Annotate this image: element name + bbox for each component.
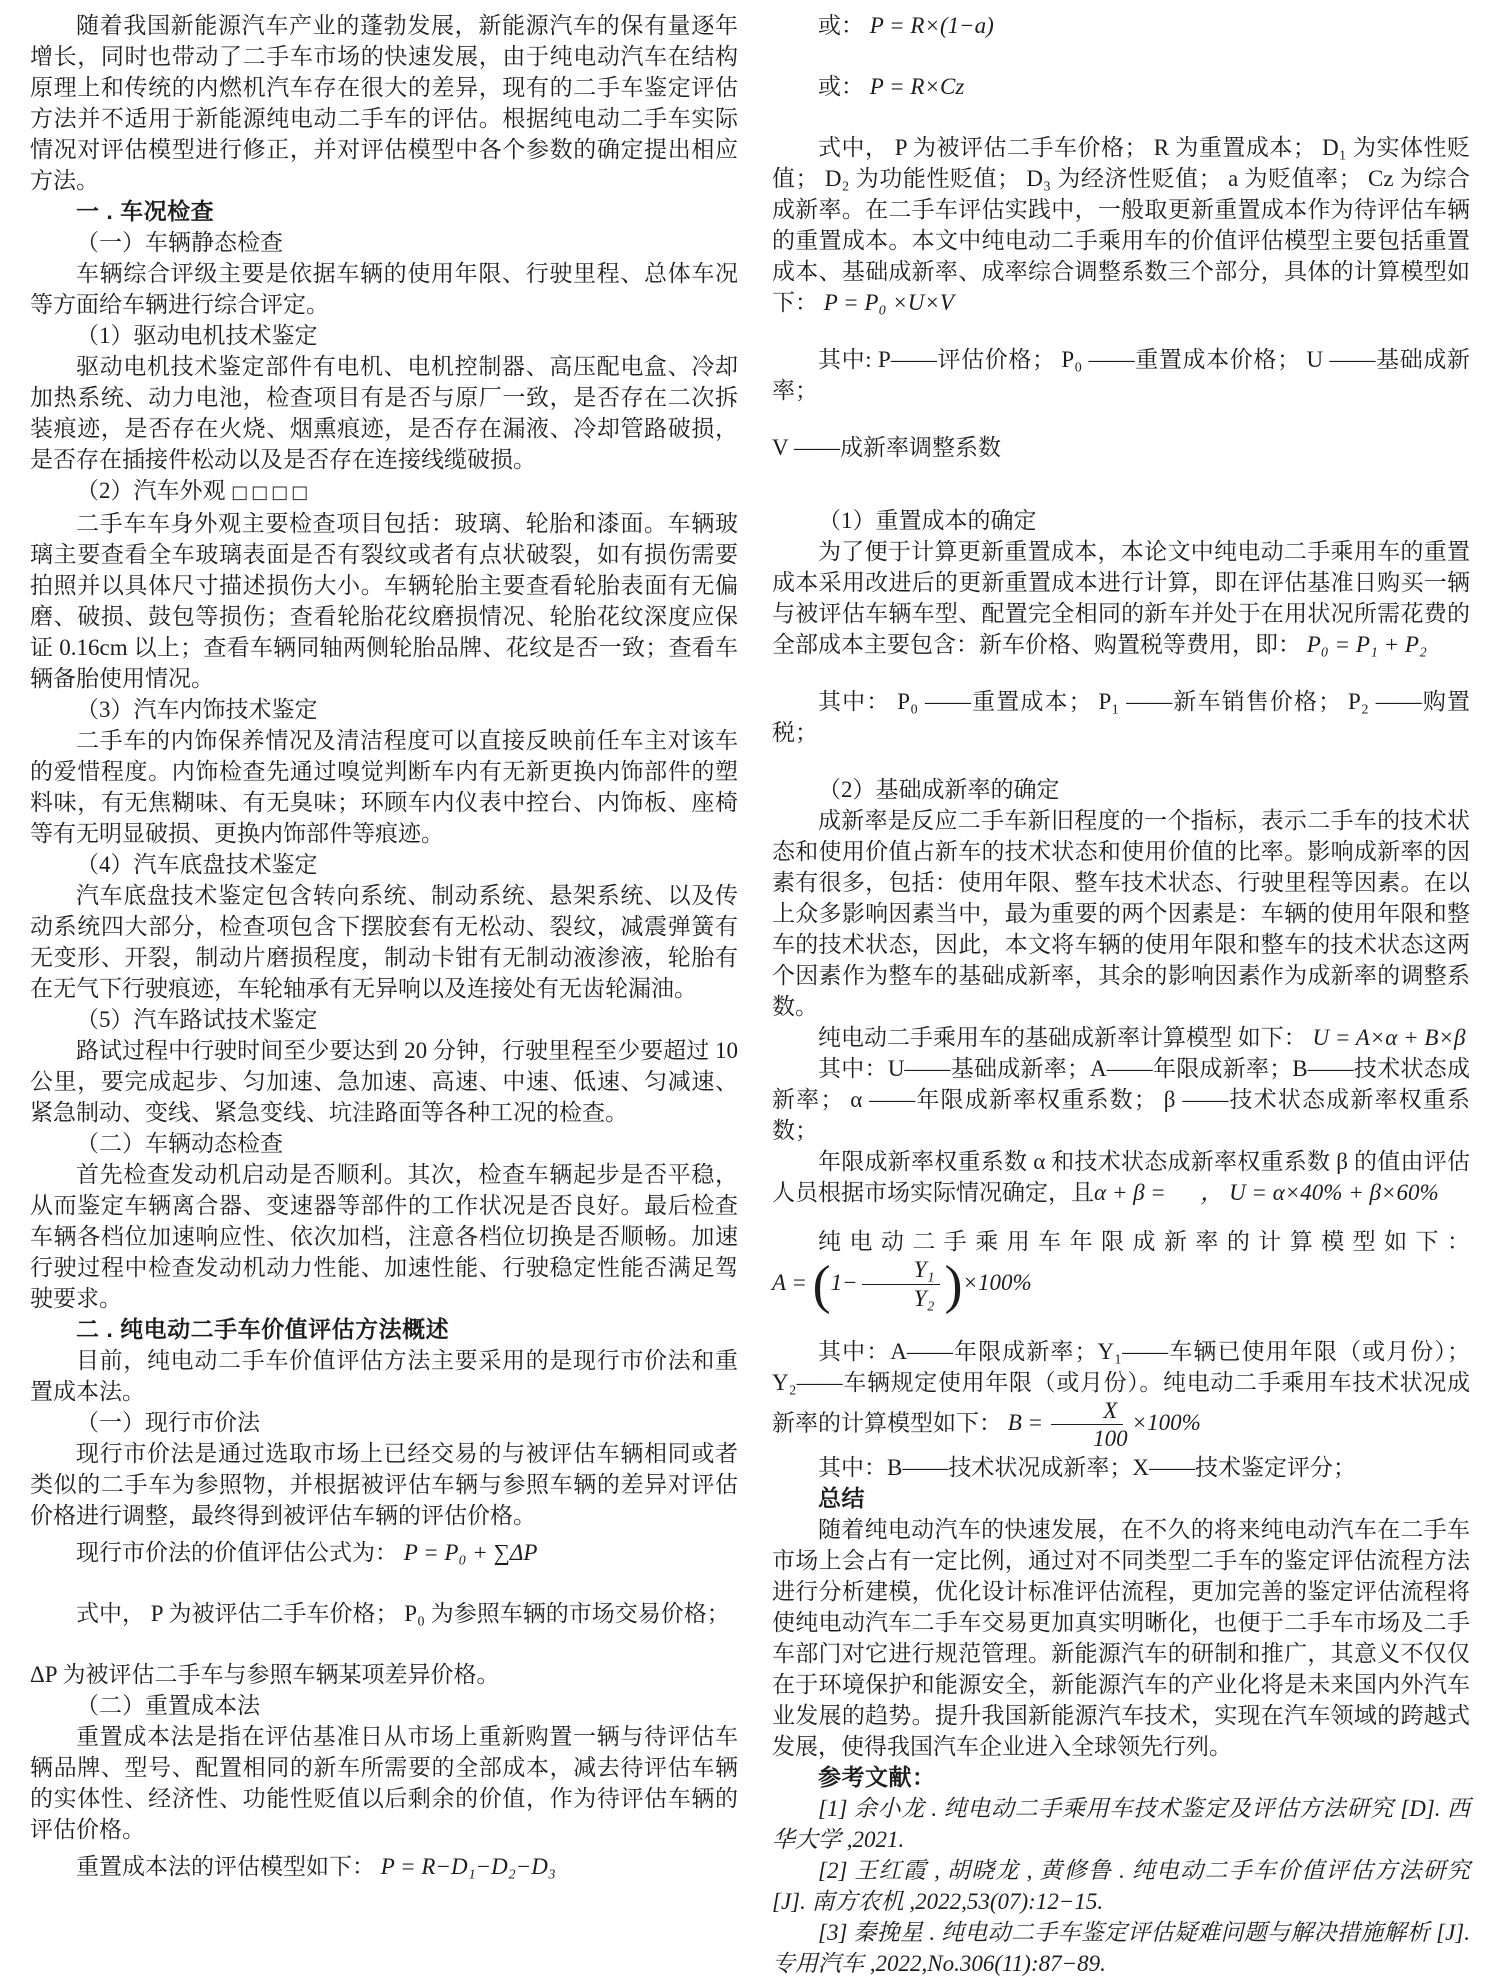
paragraph-interior-inspection: 二手车的内饰保养情况及清洁程度可以直接反映前任车主对该车的爱惜程度。内饰检查先通过嗅觉判断车内有无新更换内饰部件的塑料味，有无焦糊味、有无臭味；环顾车内仪表中控台、内饰板、座椅等有无明显破损、更换内饰部件等痕迹。 (30, 728, 738, 846)
paragraph-base-rate-model (772, 1022, 1470, 1053)
paragraph-methods-overview: 目前，纯电动二手车价值评估方法主要采用的是现行市价法和重置成本法。 (30, 1348, 738, 1404)
paragraph-motor-inspection: 驱动电机技术鉴定部件有电机、电机控制器、高压配电盒、冷却加热系统、动力电池，检查项目有是否与原厂一致，是否存在二次拆装痕迹，是否存在火烧、烟熏痕迹，是否存在漏液、冷却管路破损，是否存在插接件松动以及是否存在连接线缆破损。 (30, 354, 738, 472)
formula-age-rate (772, 1226, 1470, 1315)
item-5-heading: （5）汽车路试技术鉴定 (76, 1007, 318, 1032)
item-1-heading: （1）驱动电机技术鉴定 (76, 323, 318, 348)
formula-market-price-expression: P = P₀ + ∑ΔP (403, 1540, 538, 1565)
references-heading: 参考文献： (818, 1764, 936, 1790)
paragraph-formula-symbols (772, 132, 1470, 318)
paragraph-age-rate-definitions (772, 1336, 1470, 1453)
formula-or-1 (772, 10, 1470, 41)
fraction-numerator-y1: Y₁ (862, 1257, 941, 1285)
formula-u: U = A×α + B×β (1312, 1025, 1466, 1050)
formula-tech-rate-lhs: B = (1007, 1410, 1044, 1436)
paragraph-weight-coefficients-text: 年限成新率权重系数 α 和技术状态成新率权重系数 β 的值由评估人员根据市场实际情况确定，且 (772, 1149, 1470, 1205)
fraction-y1-y2 (862, 1257, 941, 1312)
formula-or-1-label: 或： (818, 13, 870, 38)
reference-2: [2] 王红霞 , 胡晓龙 , 黄修鲁 . 纯电动二手车价值评估方法研究 [J]. 南方农机 ,2022,53(07):12−15. (772, 1858, 1470, 1914)
formula-p0: P₀ = P₁ + P₂ (1306, 632, 1427, 657)
line-b-definitions: 其中：B——技术状况成新率；X——技术鉴定评分； (818, 1455, 1356, 1480)
formula-market-price (30, 1537, 738, 1568)
formula-valuation-model: P = P₀ ×U×V (823, 290, 954, 315)
formula-age-rate-lhs: A = (772, 1269, 807, 1295)
item-replacement-cost-heading: （1）重置成本的确定 (818, 508, 1037, 533)
paragraph-base-rate-explanation: 成新率是反应二手车新旧程度的一个指标，表示二手车的技术状态和使用价值占新车的技术状态和使用价值的比率。影响成新率的因素有很多，包括：使用年限、整车技术状态、行驶里程等因素。在以上众多影响因素当中，最为重要的两个因素是：车辆的使用年限和整车的技术状态，因此，本文将车辆的使用年限和整车的技术状态这两个因素作为整车的基础成新率，其余的影响因素作为成新率的调整系数。 (772, 808, 1470, 1019)
formula-market-price-note-1: 式中， P 为被评估二手车价格； P₀ 为参照车辆的市场交易价格； (76, 1601, 730, 1626)
item-4-heading: （4）汽车底盘技术鉴定 (76, 852, 318, 877)
formula-or-1-expression: P = R×(1−a) (869, 13, 994, 38)
formula-tech-rate-tail: ×100% (1131, 1410, 1201, 1436)
paragraph-static-check: 车辆综合评级主要是依据车辆的使用年限、行驶里程、总体车况等方面给车辆进行综合评定。 (30, 261, 738, 317)
formula-age-rate-expression (772, 1254, 1032, 1315)
paragraph-dynamic-check: 首先检查发动机启动是否顺利。其次，检查车辆起步是否平稳，从而鉴定车辆离合器、变速器等部件的工作状况是否良好。最后检查车辆各档位加速响应性、依次加档，注意各档位切换是否顺畅。加速行驶过程中检查发动机动力性能、加速性能、行驶稳定性能否满足驾驶要求。 (30, 1162, 738, 1311)
paragraph-road-test: 路试过程中行驶时间至少要达到 20 分钟，行驶里程至少要超过 10 公里，要完成起步、匀加速、急加速、高速、中速、低速、匀减速、紧急制动、变线、紧急变线、坑洼路面等各种工况的检查。 (30, 1038, 738, 1125)
right-parenthesis: ) (944, 1254, 963, 1315)
paragraph-chassis-inspection: 汽车底盘技术鉴定包含转向系统、制动系统、悬架系统、以及传动系统四大部分，检查项包含下摆胶套有无松动、裂纹，减震弹簧有无变形、开裂，制动片磨损程度，制动卡钳有无制动液渗液，轮胎有在无气下行驶痕迹，车轮轴承有无异响以及连接处有无齿轮漏油。 (30, 883, 738, 1001)
formula-replacement-cost-label: 重置成本法的评估模型如下： (76, 1854, 381, 1879)
reference-1: [1] 余小龙 . 纯电动二手乘用车技术鉴定及评估方法研究 [D]. 西华大学 ,2021. (772, 1796, 1470, 1852)
paragraph-age-rate-definitions-text: 其中：A——年限成新率；Y₁——车辆已使用年限（或月份）；Y₂——车辆规定使用年限（或月份）。纯电动二手乘用车技术状况成新率的计算模型如下： (772, 1338, 1470, 1436)
line-symbol-definitions-2: V ——成新率调整系数 (772, 435, 1001, 460)
formula-or-2-label: 或： (818, 74, 870, 99)
summary-paragraph: 随着纯电动汽车的快速发展，在不久的将来纯电动汽车在二手车市场上会占有一定比例，通过对不同类型二手车的鉴定评估流程方法进行分析建模，优化设计标准评估流程，更加完善的鉴定评估流程将使纯电动汽车二手车交易更加真实明晰化，也便于二手车市场及二手车部门对它进行规范管理。新能源汽车的研制和推广，其意义不仅仅在于环境保护和能源安全，新能源汽车的产业化将是未来国内外汽车业发展的趋势。提升我国新能源汽车技术，实现在汽车领域的跨越式发展，使得我国汽车企业进入全球领先行列。 (772, 1517, 1470, 1759)
paragraph-market-price-method: 现行市价法是通过选取市场上已经交易的与被评估车辆相同或者类似的二手车为参照物，并根据被评估车辆与参照车辆的差异对评估价格进行调整，最终得到被评估车辆的评估价格。 (30, 1441, 738, 1528)
item-2-heading-text: （2）汽车外观 (76, 478, 232, 503)
subsection-1-2-heading: （二）车辆动态检查 (76, 1131, 283, 1156)
paragraph-exterior-inspection: 二手车车身外观主要检查项目包括：玻璃、轮胎和漆面。车辆玻璃主要查看全车玻璃表面是否有裂纹或者有点状破裂，如有损伤需要拍照并以具体尺寸描述损伤大小。车辆轮胎主要查看轮胎表面有无偏磨、破损、鼓包等损伤；查看轮胎花纹磨损情况、轮胎花纹深度应保证 0.16cm 以上；查看车辆同轴两侧轮胎品牌、花纹是否一致；查看车辆备胎使用情况。 (30, 511, 738, 691)
section-1-heading: 一 . 车况检查 (76, 198, 215, 224)
missing-glyph-boxes: □□□□ (231, 482, 312, 503)
formula-alpha-beta: α + β = ， U = α×40% + β×60% (1094, 1180, 1439, 1205)
section-2-heading: 二 . 纯电动二手车价值评估方法概述 (76, 1316, 450, 1342)
paragraph-formula-symbols-text: 式中， P 为被评估二手车价格； R 为重置成本； D₁ 为实体性贬值； D₂ 为功能性贬值； D₃ 为经济性贬值； a 为贬值率； Cz 为综合成新率。在二手车评估实践中，一般取更新重置成本作为待评估车辆的重置成本。本文中纯电动二手乘用车的价值评估模型主要包括重置成本、基础成新率、成率综合调整系数三个部分，具体的计算模型如下： (772, 135, 1470, 315)
fraction-denominator-100: 100 (1093, 1426, 1128, 1452)
summary-heading: 总结 (818, 1485, 865, 1511)
right-column (772, 10, 1470, 1979)
reference-3: [3] 秦挽星 . 纯电动二手车鉴定评估疑难问题与解决措施解析 [J]. 专用汽车 ,2022,No.306(11):87−89. (772, 1920, 1470, 1976)
formula-or-2-expression: P = R×Cz (869, 74, 965, 99)
line-symbol-definitions-1: 其中: P——评估价格； P₀ ——重置成本价格； U ——基础成新率； (772, 347, 1470, 403)
line-p0-definitions: 其中： P₀ ——重置成本； P₁ ——新车销售价格； P₂ ——购置税； (772, 689, 1470, 745)
formula-market-price-note-2: ΔP 为被评估二手车与参照车辆某项差异价格。 (30, 1662, 500, 1687)
formula-tech-rate (1007, 1397, 1201, 1452)
item-3-heading: （3）汽车内饰技术鉴定 (76, 697, 318, 722)
formula-age-rate-tail: ×100% (962, 1269, 1032, 1295)
paragraph-base-rate-model-text: 纯电动二手乘用车的基础成新率计算模型 如下： (818, 1025, 1313, 1050)
subsection-1-1-heading: （一）车辆静态检查 (76, 230, 283, 255)
formula-age-rate-label: 纯电动二手乘用车年限成新率的计算模型如下： (818, 1229, 1470, 1254)
subsection-2-1-heading: （一）现行市价法 (76, 1410, 260, 1435)
intro-paragraph: 随着我国新能源汽车产业的蓬勃发展，新能源汽车的保有量逐年增长，同时也带动了二手车市场的快速发展，由于纯电动汽车在结构原理上和传统的内燃机汽车存在很大的差异，现有的二手车鉴定评估方法并不适用于新能源纯电动二手车的评估。根据纯电动二手车实际情况对评估模型进行修正，并对评估模型中各个参数的确定提出相应方法。 (30, 13, 738, 193)
subsection-2-2-heading: （二）重置成本法 (76, 1693, 260, 1718)
left-parenthesis: ( (812, 1254, 831, 1315)
line-u-definitions: 其中：U——基础成新率；A——年限成新率；B——技术状态成新率； α ——年限成新率权重系数； β ——技术状态成新率权重系数； (772, 1056, 1470, 1143)
formula-replacement-cost (30, 1851, 738, 1882)
item-base-rate-heading: （2）基础成新率的确定 (818, 777, 1060, 802)
formula-or-2 (772, 71, 1470, 102)
fraction-numerator-x: X (1051, 1398, 1123, 1426)
paragraph-weight-coefficients (772, 1146, 1470, 1208)
left-column (30, 10, 738, 1979)
fraction-denominator-y2: Y₂ (913, 1285, 935, 1311)
paragraph-replacement-cost-text: 为了便于计算更新重置成本，本论文中纯电动二手乘用车的重置成本采用改进后的更新重置成本进行计算，即在评估基准日购买一辆与被评估车辆车型、配置完全相同的新车并处于在用状况所需花费的全部成本主要包含：新车价格、购置税等费用，即： (772, 539, 1470, 657)
formula-age-rate-one-minus: 1− (830, 1269, 858, 1295)
paragraph-replacement-cost-method: 重置成本法是指在评估基准日从市场上重新购置一辆与待评估车辆品牌、型号、配置相同的新车所需要的全部成本，减去待评估车辆的实体性、经济性、功能性贬值以后剩余的价值，作为待评估车辆的评估价格。 (30, 1724, 738, 1842)
formula-market-price-label: 现行市价法的价值评估公式为： (76, 1540, 404, 1565)
formula-replacement-cost-expression: P = R−D₁−D₂−D₃ (380, 1854, 556, 1879)
paragraph-replacement-cost-determination (772, 536, 1470, 660)
item-2-heading (30, 475, 738, 508)
fraction-x-100 (1047, 1398, 1128, 1453)
